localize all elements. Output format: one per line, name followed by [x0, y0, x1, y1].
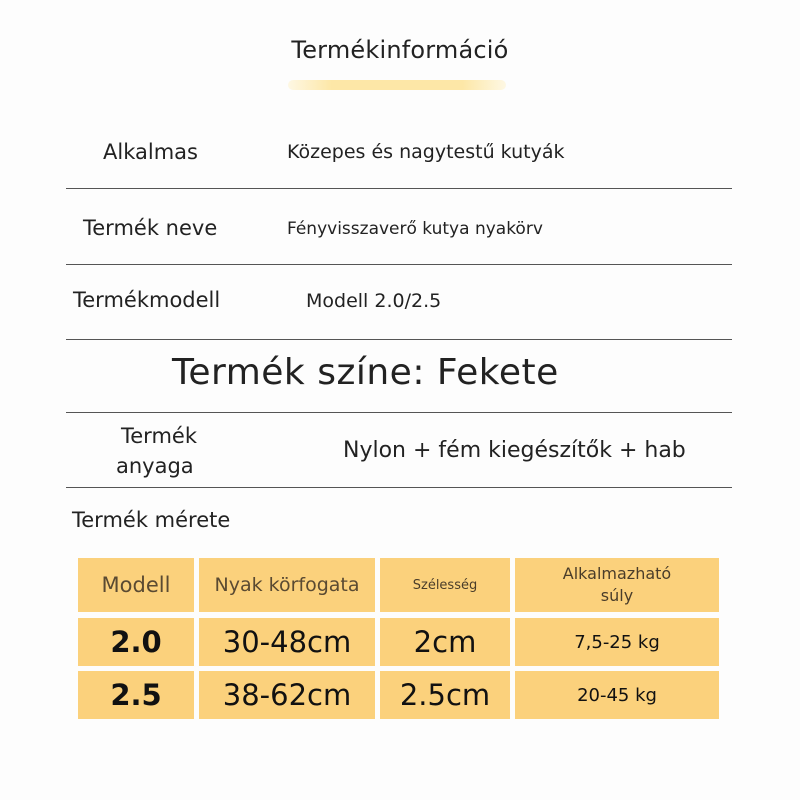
header-model-text: Modell: [101, 573, 171, 597]
divider: [66, 188, 732, 189]
table-cell-model: [78, 671, 194, 719]
model-label: Termékmodell: [73, 288, 221, 312]
table-header-weight: [515, 558, 719, 612]
divider: [66, 264, 732, 265]
size-section-title: Termék mérete: [72, 508, 231, 532]
row1-width: 2cm: [413, 625, 477, 659]
product-name-value: Fényvisszaverő kutya nyakörv: [287, 219, 543, 239]
table-cell-weight: [515, 618, 719, 666]
suitable-value: Közepes és nagytestű kutyák: [287, 141, 565, 163]
divider: [66, 487, 732, 488]
row2-model: 2.5: [110, 678, 162, 712]
page-title-text: Termékinformáció: [291, 36, 509, 64]
row1-weight: 7,5-25 kg: [574, 631, 660, 653]
header-weight-line2: súly: [600, 586, 634, 605]
material-label-line1: Termék: [121, 424, 197, 448]
color-line-text: Termék színe: Fekete: [172, 352, 559, 393]
divider: [66, 412, 732, 413]
divider: [66, 339, 732, 340]
page-title: [270, 28, 530, 90]
row2-width: 2.5cm: [399, 678, 491, 712]
row2-weight: 20-45 kg: [577, 684, 657, 706]
table-cell-weight: [515, 671, 719, 719]
header-width-text: Szélesség: [412, 577, 478, 593]
table-header-width: [380, 558, 510, 612]
table-cell-model: [78, 618, 194, 666]
table-cell-neck: [199, 618, 375, 666]
row2-neck: 38-62cm: [222, 678, 352, 712]
product-name-label: Termék neve: [83, 216, 218, 240]
material-value: Nylon + fém kiegészítők + hab: [343, 438, 686, 463]
suitable-label: Alkalmas: [103, 140, 198, 164]
material-label-line2: anyaga: [116, 454, 194, 478]
header-neck-text: Nyak körfogata: [214, 574, 360, 596]
header-weight-line1: Alkalmazható: [562, 564, 672, 583]
row1-model: 2.0: [110, 625, 162, 659]
table-cell-width: [380, 618, 510, 666]
row1-neck: 30-48cm: [222, 625, 352, 659]
table-header-neck: [199, 558, 375, 612]
table-header-model: [78, 558, 194, 612]
title-highlight: [288, 80, 506, 90]
table-cell-neck: [199, 671, 375, 719]
model-value: Modell 2.0/2.5: [306, 290, 442, 312]
table-cell-width: [380, 671, 510, 719]
